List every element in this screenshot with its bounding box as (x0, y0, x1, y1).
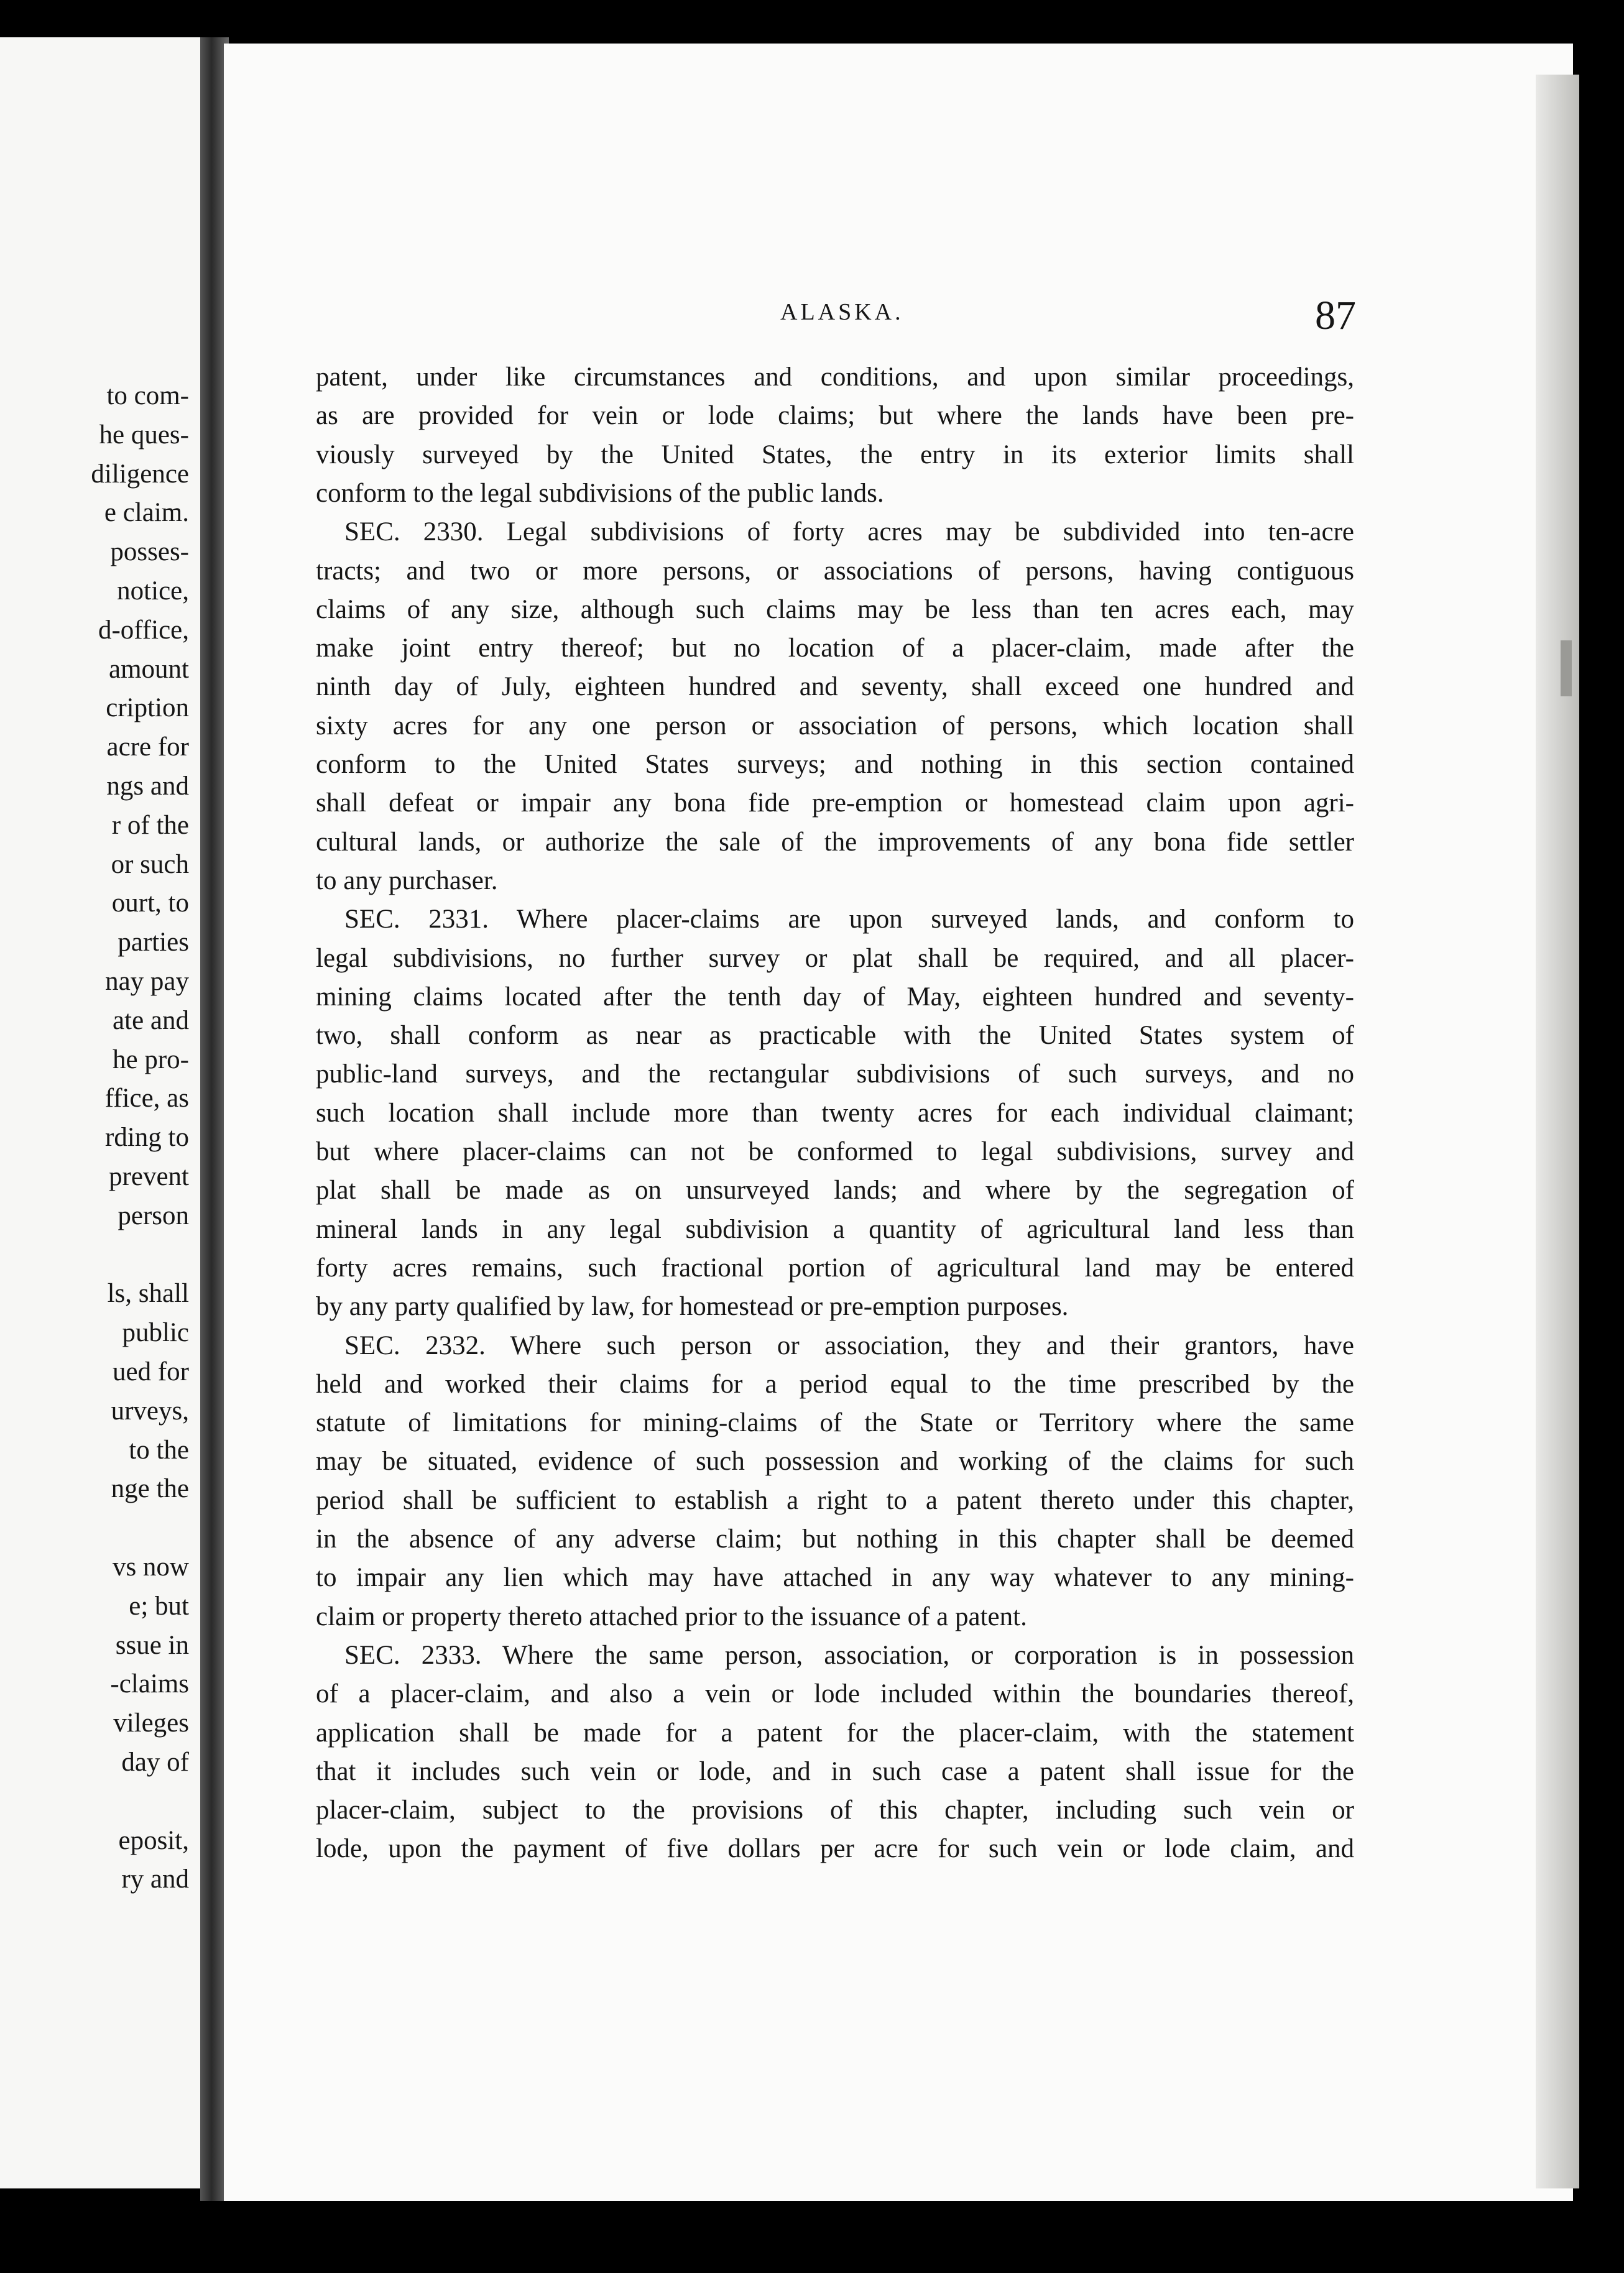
facing-page-line: notice, (117, 576, 189, 606)
facing-page-line: r of the (111, 810, 189, 840)
body-text-line: SEC. 2330. Legal subdivisions of forty acres may be subdivided into ten-acre (344, 517, 1354, 547)
facing-page-line: vileges (113, 1708, 189, 1738)
body-text-line: SEC. 2332. Where such person or association, they and their grantors, have (344, 1330, 1354, 1360)
facing-page-line: ls, shall (107, 1279, 189, 1309)
facing-page-line: cription (106, 693, 189, 723)
body-text-line: SEC. 2331. Where placer-claims are upon surveyed lands, and conform to (344, 905, 1354, 934)
page-number: 87 (1315, 293, 1356, 338)
body-text-line: that it includes such vein or lode, and in such case a patent shall issue for the (316, 1756, 1354, 1786)
facing-page-line: ssue in (115, 1630, 189, 1660)
body-text-line: make joint entry thereof; but no location of a placer-claim, made after the (316, 634, 1354, 663)
body-text-line: plat shall be made as on unsurveyed lands; and where by the segregation of (316, 1176, 1354, 1206)
body-text-line: patent, under like circumstances and conditions, and upon similar proceedings, (316, 362, 1354, 392)
facing-page-line: ffice, as (104, 1084, 189, 1113)
facing-page-line: acre for (106, 732, 189, 762)
body-text-line: SEC. 2333. Where the same person, association, or corporation is in possession (344, 1640, 1354, 1670)
body-text-line: two, shall conform as near as practicable with the United States system of (316, 1021, 1354, 1051)
facing-page-line: nay pay (105, 967, 189, 996)
facing-page-line: ngs and (106, 772, 189, 801)
body-text-line: mining claims located after the tenth day of May, eighteen hundred and seventy- (316, 982, 1354, 1012)
body-text-line: shall defeat or impair any bona fide pre-emption or homestead claim upon agri- (316, 788, 1354, 818)
facing-page-line: vs now (112, 1552, 189, 1582)
body-text-line: period shall be sufficient to establish a right to a patent thereto under this chapter, (316, 1485, 1354, 1515)
body-text-line: as are provided for vein or lode claims; but where the lands have been pre- (316, 401, 1354, 431)
body-text-line: claim or property thereto attached prior to the issuance of a patent. (316, 1602, 1027, 1631)
body-text-line: in the absence of any adverse claim; but nothing in this chapter shall be deemed (316, 1524, 1354, 1554)
facing-page-line: ourt, to (111, 888, 189, 918)
facing-page-line: posses- (110, 537, 189, 567)
facing-page-line: parties (118, 928, 189, 957)
page-edge-mark (1561, 640, 1572, 696)
facing-page-line: ry and (121, 1865, 189, 1894)
body-text-line: but where placer-claims can not be conformed to legal subdivisions, survey and (316, 1137, 1354, 1166)
facing-page (0, 37, 200, 2188)
body-text-line: sixty acres for any one person or association of persons, which location shall (316, 711, 1354, 740)
facing-page-line: diligence (91, 459, 189, 489)
facing-page-line: or such (111, 849, 189, 879)
body-text-line: to impair any lien which may have attached in any way whatever to any mining- (316, 1563, 1354, 1593)
body-text-line: by any party qualified by law, for homestead or pre-emption purposes. (316, 1292, 1069, 1322)
facing-page-line: ate and (113, 1005, 189, 1035)
body-text-line: mineral lands in any legal subdivision a quantity of agricultural land less than (316, 1214, 1354, 1244)
body-text-line: application shall be made for a patent for the placer-claim, with the statement (316, 1718, 1354, 1748)
facing-page-line: nge the (111, 1474, 189, 1504)
facing-page-line: e; but (129, 1591, 189, 1621)
body-text-line: to any purchaser. (316, 865, 498, 895)
body-text-line: cultural lands, or authorize the sale of the improvements of any bona fide settler (316, 827, 1354, 857)
body-text-line: claims of any size, although such claims may be less than ten acres each, may (316, 594, 1354, 624)
body-text-line: such location shall include more than twenty acres for each individual claimant; (316, 1098, 1354, 1128)
facing-page-line: day of (121, 1748, 189, 1777)
body-text-line: ninth day of July, eighteen hundred and seventy, shall exceed one hundred and (316, 672, 1354, 702)
facing-page-line: urveys, (111, 1396, 189, 1426)
body-text-line: conform to the legal subdivisions of the public lands. (316, 478, 884, 508)
body-text-line: held and worked their claims for a period equal to the time prescribed by the (316, 1369, 1354, 1399)
body-text-line: forty acres remains, such fractional portion of agricultural land may be entered (316, 1253, 1354, 1283)
facing-page-line: person (118, 1201, 189, 1230)
running-head: ALASKA. (780, 299, 904, 325)
facing-page-line: he pro- (113, 1044, 189, 1074)
body-text-line: placer-claim, subject to the provisions of this chapter, including such vein or (316, 1796, 1354, 1825)
body-text-line: viously surveyed by the United States, the entry in its exterior limits shall (316, 440, 1354, 469)
page-edge (1536, 75, 1579, 2188)
facing-page-line: public (122, 1318, 189, 1348)
facing-page-line: -claims (110, 1669, 189, 1699)
facing-page-line: to the (129, 1435, 189, 1465)
facing-page-line: eposit, (118, 1825, 189, 1855)
facing-page-line: d-office, (98, 615, 189, 645)
facing-page-line: rding to (105, 1123, 189, 1153)
facing-page-line: he ques- (99, 420, 189, 450)
body-text-line: conform to the United States surveys; and nothing in this section contained (316, 750, 1354, 779)
facing-page-line: e claim. (104, 498, 189, 528)
body-text-line: public-land surveys, and the rectangular subdivisions of such surveys, and no (316, 1059, 1354, 1089)
body-text-line: legal subdivisions, no further survey or plat shall be required, and all placer- (316, 943, 1354, 973)
facing-page-line: prevent (109, 1162, 189, 1191)
body-text-line: tracts; and two or more persons, or associations of persons, having contiguous (316, 556, 1354, 586)
facing-page-line: to com- (106, 381, 189, 410)
facing-page-line: amount (109, 654, 189, 684)
body-text-line: lode, upon the payment of five dollars per acre for such vein or lode claim, and (316, 1834, 1354, 1864)
facing-page-line: ued for (113, 1357, 189, 1386)
body-text-line: may be situated, evidence of such possession and working of the claims for such (316, 1447, 1354, 1477)
body-text-line: statute of limitations for mining-claims of the State or Territory where the same (316, 1408, 1354, 1438)
body-text-line: of a placer-claim, and also a vein or lode included within the boundaries thereof, (316, 1679, 1354, 1709)
